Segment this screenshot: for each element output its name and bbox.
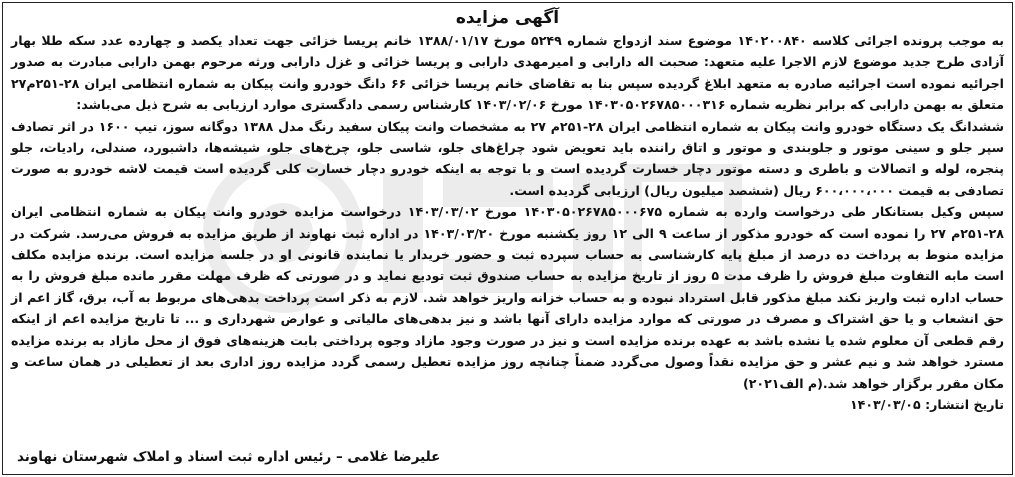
notice-body <box>11 30 1004 415</box>
notice-title: آگهی مزایده <box>455 8 560 28</box>
paragraph-vehicle: ششدانگ یک دستگاه خودرو وانت پیکان به شماره انتظامی ایران ۲۸-۲۵۱م ۲۷ به مشخصات وانت پیکان سفید رنگ مدل ۱۳۸۸ دوگانه سوز، تیپ ۱۶۰۰ در اثر تصادف سپر جلو و سینی موتور و جلوبندی و موتور و اتاق راننده باید تعویض شود چراغ‌های جلو، شاسی جلو، چرخ‌های جلو، شیشه‌ها، داشبورد، صندلی، رادیات، جلو پنجره، لوله و اتصالات و باطری و دسته موتور دچار خسارت گردیده است و با توجه به اینکه خودرو دچار خسارت کلی گردیده است قیمت لاشه خودرو به صورت تصادفی به قیمت ۶۰۰،۰۰۰،۰۰۰ ریال (ششصد میلیون ریال) ارزیابی گردیده است. <box>11 118 1004 198</box>
paragraph-auction-terms: سپس وکیل بستانکار طی درخواست وارده به شماره ۱۴۰۳۰۵۰۲۶۷۸۵۰۰۰۶۷۵ مورخ ۱۴۰۳/۰۳/۰۲ درخواست مزایده خودرو وانت پیکان به شماره انتظامی ایران ۲۸-۲۵۱م ۲۷ را نموده است که خودرو مذکور از ساعت ۹ الی ۱۲ روز یکشنبه مورخ ۱۴۰۳/۰۳/۲۰ در اداره ثبت نهاوند از طریق مزایده به فروش می‌رسد. شرکت در مزایده منوط به پرداخت ده درصد از مبلغ پایه کارشناسی به حساب سپرده ثبت و حضور خریدار یا نماینده قانونی او در جلسه مزایده است. برنده مزایده مکلف است مابه التفاوت مبلغ فروش را ظرف مدت ۵ روز از تاریخ مزایده به حساب صندوق ثبت تودیع نماید و در صورتی که ظرف مهلت مقرر مانده مبلغ فروش را به حساب اداره ثبت واریز نکند مبلغ مذکور قابل استرداد نبوده و به حساب خزانه واریز خواهد شد. لازم به ذکر است پرداخت بدهی‌های مربوط به آب، برق، گاز اعم از حق انشعاب و یا حق اشتراک و مصرف در صورتی که موارد مزایده دارای آنها باشد و نیز بدهی‌های مالیاتی و عوارض شهرداری و ... تا تاریخ مزایده اعم از اینکه رقم قطعی آن معلوم شده یا نشده باشد به عهده برنده مزایده است و نیز در صورت وجود مازاد وجوه پرداختی بابت هزینه‌های فوق از محل مازاد به برنده مزایده مسترد خواهد شد و نیم عشر و حق مزایده نقداً وصول می‌گردد ضمناً چنانچه روز مزایده تعطیل رسمی گردد مزایده روز اداری بعد از تعطیلی در همان ساعت و مکان مقرر برگزار خواهد شد.(م الف۲۰۲۱) <box>11 204 1004 391</box>
paragraph-case: به موجب پرونده اجرائی کلاسه ۱۴۰۲۰۰۸۴۰ موضوع سند ازدواج شماره ۵۲۴۹ مورخ ۱۳۸۸/۰۱/۱۷ خانم پریسا خزائی جهت تعداد یکصد و چهارده عدد سکه طلا بهار آزادی طرح جدید موضوع لازم الاجرا علیه متعهد: صحبت اله دارابی و امیرمهدی دارابی و پریسا خزائی و غزل دارابی ورثه مرحوم بهمن دارابی مبادرت به صدور اجرائیه نموده است اجرائیه صادره به متعهد ابلاغ گردیده سپس بنا به تقاضای خانم پریسا خزائی ۶۶ دانگ خودرو وانت پیکان به شماره انتظامی ایران ۲۸-۲۵۱م۲۷ متعلق به بهمن دارابی که برابر نظریه شماره ۱۴۰۳۰۵۰۲۶۷۸۵۰۰۰۳۱۶ مورخ ۱۴۰۳/۰۲/۰۶ کارشناس رسمی دادگستری موارد ارزیابی به شرح ذیل می‌باشد: <box>11 33 1005 113</box>
publish-date: تاریخ انتشار: ۱۴۰۳/۰۳/۰۵ <box>849 396 1004 412</box>
notice-frame <box>2 2 1013 475</box>
signature: علیرضا غلامی – رئیس اداره ثبت اسناد و املاک شهرستان نهاوند <box>17 449 441 465</box>
